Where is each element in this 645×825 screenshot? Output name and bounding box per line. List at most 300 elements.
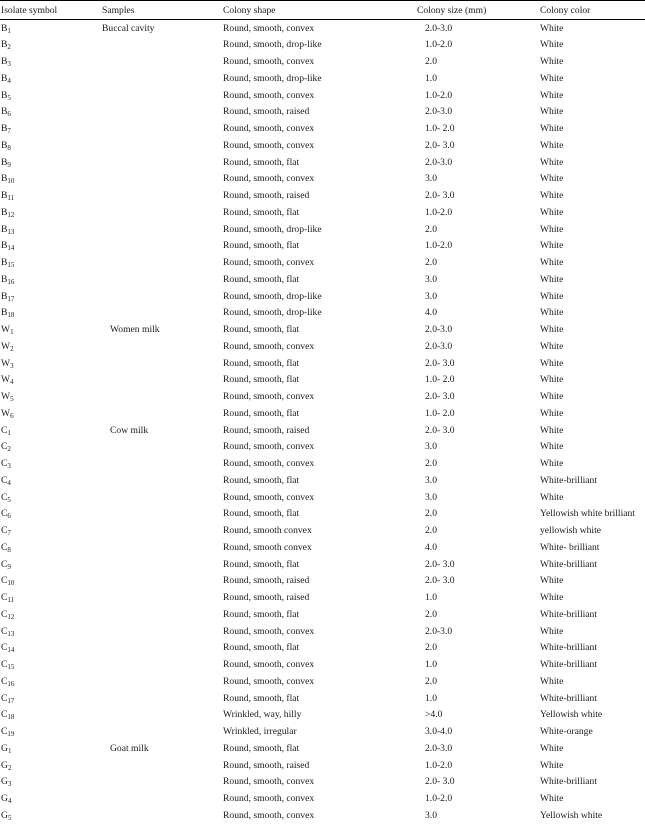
table-header (0, 1, 645, 20)
sample-cell (102, 757, 223, 774)
colony-shape-cell: Round, smooth, convex (223, 257, 315, 269)
colony-color-cell: White-brilliant (540, 642, 598, 654)
isolate-number: 6 (7, 512, 11, 521)
isolate-letter: W (1, 407, 11, 419)
colony-size-cell: 2.0-3.0 (425, 156, 453, 168)
sample-cell (102, 523, 223, 540)
isolate-letter: B (1, 257, 8, 269)
table-row (0, 372, 645, 389)
colony-size-cell: 3.0-4.0 (425, 726, 453, 738)
colony-shape-cell: Round, smooth, raised (223, 592, 310, 604)
colony-size-cell: 2.0-3.0 (425, 22, 453, 34)
sample-cell (102, 506, 223, 523)
isolate-number: 12 (7, 210, 15, 219)
colony-color-cell: White (540, 123, 564, 135)
colony-shape-cell: Round, smooth, convex (223, 89, 315, 101)
isolate-symbol-cell (0, 188, 102, 205)
table-row (0, 673, 645, 690)
isolate-symbol-cell (0, 87, 102, 104)
colony-size-cell: 3.0 (425, 474, 437, 486)
colony-shape-cell: Round, smooth, flat (223, 324, 300, 336)
isolate-number: 3 (10, 361, 14, 370)
isolate-symbol-cell (0, 724, 102, 741)
table-row (0, 305, 645, 322)
colony-shape-cell: Round, smooth, raised (223, 759, 310, 771)
colony-shape-cell: Round, smooth, convex (223, 491, 315, 503)
colony-shape-cell: Round, smooth, convex (223, 173, 315, 185)
colony-size-cell: >4.0 (425, 709, 443, 721)
colony-size-cell: 2.0 (425, 608, 437, 620)
colony-shape-cell: Round, smooth, convex (223, 458, 315, 470)
colony-size-cell: 1.0- 2.0 (425, 374, 455, 386)
colony-shape-cell: Round, smooth, flat (223, 240, 300, 252)
isolate-symbol-cell (0, 439, 102, 456)
sample-cell (102, 657, 223, 674)
isolate-number: 6 (10, 411, 14, 420)
isolate-letter: C (1, 441, 8, 453)
colony-shape-cell: Round, smooth, raised (223, 575, 310, 587)
isolate-number: 3 (7, 60, 11, 69)
isolate-number: 2 (7, 445, 11, 454)
sample-cell (102, 372, 223, 389)
colony-color-cell: White (540, 424, 564, 436)
colony-size-cell: 4.0 (425, 307, 437, 319)
header-row (0, 1, 645, 20)
colony-color-cell: White (540, 592, 564, 604)
colony-shape-cell: Round, smooth, flat (223, 508, 300, 520)
colony-shape-cell: Round, smooth, convex (223, 391, 315, 403)
isolate-letter: C (1, 592, 8, 604)
colony-shape-cell: Round, smooth, convex (223, 139, 315, 151)
colony-color-cell: White (540, 139, 564, 151)
colony-size-cell: 3.0 (425, 441, 437, 453)
colony-color-cell: White-brilliant (540, 776, 598, 788)
sample-cell (102, 405, 223, 422)
colony-color-cell: White-brilliant (540, 558, 598, 570)
isolate-symbol-cell (0, 707, 102, 724)
colony-size-cell: 2.0 (425, 525, 437, 537)
isolate-symbol-cell (0, 70, 102, 87)
isolate-symbol-cell (0, 606, 102, 623)
colony-shape-cell: Round, smooth, convex (223, 809, 315, 821)
colony-color-cell: White-brilliant (540, 474, 598, 486)
colony-color-cell: White-brilliant (540, 608, 598, 620)
isolate-letter: B (1, 206, 8, 218)
colony-size-cell: 3.0 (425, 809, 437, 821)
isolate-number: 5 (7, 93, 11, 102)
colony-size-cell: 2.0-3.0 (425, 742, 453, 754)
colony-color-cell: White (540, 240, 564, 252)
colony-shape-cell: Round, smooth, convex (223, 340, 315, 352)
table-row (0, 439, 645, 456)
colony-shape-cell: Round, smooth, drop-like (223, 72, 322, 84)
header-colony-color: Colony color (540, 1, 645, 20)
isolate-symbol-cell (0, 807, 102, 824)
colony-size-cell: 1.0-2.0 (425, 89, 453, 101)
sample-cell (102, 204, 223, 221)
table-row (0, 70, 645, 87)
isolate-letter: B (1, 273, 8, 285)
colony-size-cell: 2.0- 3.0 (425, 558, 455, 570)
colony-shape-cell: Round, smooth, convex (223, 123, 315, 135)
isolate-symbol-cell (0, 104, 102, 121)
sample-cell (102, 389, 223, 406)
isolate-number: 10 (7, 579, 15, 588)
isolate-letter: C (1, 508, 8, 520)
colony-size-cell: 1.0-2.0 (425, 240, 453, 252)
sample-cell (102, 171, 223, 188)
colony-size-cell: 4.0 (425, 541, 437, 553)
table-row (0, 556, 645, 573)
table-row (0, 154, 645, 171)
sample-cell (102, 707, 223, 724)
isolate-symbol-cell (0, 288, 102, 305)
table-row (0, 171, 645, 188)
isolate-number: 18 (7, 311, 15, 320)
isolate-letter: B (1, 290, 8, 302)
colony-color-cell: White (540, 675, 564, 687)
sample-cell: Buccal cavity (102, 22, 155, 34)
isolate-number: 11 (7, 194, 15, 203)
colony-shape-cell: Round, smooth, flat (223, 474, 300, 486)
isolate-number: 17 (7, 294, 15, 303)
colony-color-cell: White (540, 290, 564, 302)
colony-size-cell: 1.0-2.0 (425, 39, 453, 51)
sample-cell (102, 791, 223, 808)
colony-shape-cell: Round, smooth, flat (223, 692, 300, 704)
colony-size-cell: 1.0-2.0 (425, 793, 453, 805)
colony-shape-cell: Round, smooth, flat (223, 357, 300, 369)
table-row (0, 523, 645, 540)
colony-size-cell: 2.0- 3.0 (425, 776, 455, 788)
table-row (0, 724, 645, 741)
sample-cell (102, 774, 223, 791)
colony-shape-cell: Round, smooth convex (223, 525, 312, 537)
colony-color-cell: Yellowish white (540, 809, 603, 821)
isolate-letter: C (1, 541, 8, 553)
isolate-symbol-cell (0, 673, 102, 690)
colony-color-cell: White- brilliant (540, 541, 600, 553)
isolate-letter: B (1, 72, 8, 84)
sample-cell (102, 807, 223, 824)
isolate-symbol-cell (0, 422, 102, 439)
table-row (0, 807, 645, 824)
table-row (0, 221, 645, 238)
colony-color-cell: White (540, 307, 564, 319)
isolate-number: 5 (7, 813, 12, 822)
isolate-number: 16 (7, 679, 15, 688)
isolate-number: 7 (7, 127, 11, 136)
table-body (0, 20, 645, 825)
colony-size-cell: 2.0-3.0 (425, 625, 453, 637)
table-row (0, 640, 645, 657)
isolate-symbol-cell (0, 338, 102, 355)
colony-shape-cell: Round, smooth, flat (223, 558, 300, 570)
isolate-symbol-cell (0, 523, 102, 540)
header-colony-shape: Colony shape (223, 1, 413, 20)
colony-color-cell: White (540, 357, 564, 369)
isolate-number: 2 (7, 43, 11, 52)
sample-cell (102, 37, 223, 54)
sample-cell (102, 338, 223, 355)
colony-color-cell: White (540, 324, 564, 336)
sample-cell (102, 288, 223, 305)
sample-cell: Cow milk (110, 424, 149, 436)
colony-shape-cell: Round, smooth, drop-like (223, 290, 322, 302)
isolate-symbol-cell (0, 556, 102, 573)
isolate-letter: B (1, 139, 8, 151)
colony-color-cell: White (540, 72, 564, 84)
colony-size-cell: 1.0 (425, 592, 437, 604)
colony-size-cell: 2.0- 3.0 (425, 391, 455, 403)
table-row (0, 104, 645, 121)
isolate-letter: C (1, 709, 8, 721)
isolate-symbol-cell (0, 171, 102, 188)
colony-color-cell: White-brilliant (540, 659, 598, 671)
isolate-letter: W (1, 374, 11, 386)
isolate-number: 1 (7, 26, 11, 35)
colony-size-cell: 3.0 (425, 491, 437, 503)
colony-size-cell: 1.0 (425, 72, 437, 84)
colony-size-cell: 2.0- 3.0 (425, 139, 455, 151)
colony-color-cell: White (540, 39, 564, 51)
colony-color-cell: White (540, 491, 564, 503)
isolate-symbol-cell (0, 539, 102, 556)
table-row (0, 623, 645, 640)
colony-shape-cell: Round, smooth convex (223, 541, 312, 553)
isolate-number: 12 (7, 612, 15, 621)
sample-cell (102, 690, 223, 707)
isolate-letter: B (1, 39, 8, 51)
sample-cell (102, 673, 223, 690)
colony-shape-cell: Wrinkled, irregular (223, 726, 297, 738)
colony-size-cell: 1.0-2.0 (425, 759, 453, 771)
isolate-number: 11 (7, 596, 15, 605)
table-row (0, 590, 645, 607)
sample-cell (102, 188, 223, 205)
colony-size-cell: 2.0- 3.0 (425, 357, 455, 369)
colony-shape-cell: Round, smooth, flat (223, 407, 300, 419)
colony-size-cell: 2.0 (425, 56, 437, 68)
table-row (0, 137, 645, 154)
sample-cell (102, 472, 223, 489)
table-row (0, 472, 645, 489)
colony-shape-cell: Round, smooth, flat (223, 374, 300, 386)
table-row (0, 657, 645, 674)
isolate-letter: C (1, 675, 8, 687)
colony-color-cell: Yellowish white brilliant (540, 508, 635, 520)
table-row (0, 121, 645, 138)
table-row (0, 271, 645, 288)
sample-cell (102, 606, 223, 623)
colony-color-cell: White-brilliant (540, 692, 598, 704)
colony-shape-cell: Round, smooth, drop-like (223, 39, 322, 51)
sample-cell: Goat milk (110, 742, 149, 754)
colony-color-cell: Yellowish white (540, 709, 603, 721)
isolate-letter: G (1, 742, 8, 754)
table-row (0, 54, 645, 71)
isolate-symbol-cell (0, 54, 102, 71)
colony-size-cell: 1.0 (425, 659, 437, 671)
table-row (0, 489, 645, 506)
colony-size-cell: 2.0 (425, 642, 437, 654)
isolate-number: 9 (7, 160, 11, 169)
isolate-symbol-cell (0, 489, 102, 506)
isolate-symbol-cell (0, 573, 102, 590)
colony-color-cell: White (540, 625, 564, 637)
isolate-number: 3 (7, 462, 11, 471)
table-row (0, 204, 645, 221)
table-row (0, 456, 645, 473)
isolate-number: 13 (7, 629, 15, 638)
header-samples: Samples (102, 1, 223, 20)
colony-size-cell: 2.0 (425, 675, 437, 687)
colony-shape-cell: Round, smooth, flat (223, 642, 300, 654)
colony-color-cell: White (540, 793, 564, 805)
sample-cell (102, 640, 223, 657)
colony-size-cell: 2.0 (425, 458, 437, 470)
isolate-symbol-cell (0, 221, 102, 238)
colony-color-cell: White (540, 340, 564, 352)
isolate-symbol-cell (0, 255, 102, 272)
isolate-letter: C (1, 558, 8, 570)
isolate-number: 8 (7, 545, 11, 554)
colony-color-cell: White (540, 374, 564, 386)
isolate-number: 8 (7, 143, 11, 152)
isolate-number: 19 (7, 730, 15, 739)
isolate-symbol-cell (0, 757, 102, 774)
isolate-letter: B (1, 106, 8, 118)
colony-shape-cell: Round, smooth, convex (223, 441, 315, 453)
isolate-symbol-cell (0, 791, 102, 808)
table-row (0, 322, 645, 339)
isolate-letter: W (1, 391, 11, 403)
colony-size-cell: 2.0- 3.0 (425, 424, 455, 436)
isolate-symbol-cell (0, 154, 102, 171)
isolate-letter: C (1, 642, 8, 654)
isolate-letter: C (1, 525, 8, 537)
colony-shape-cell: Round, smooth, convex (223, 793, 315, 805)
isolate-number: 2 (10, 344, 14, 353)
colony-color-cell: White (540, 156, 564, 168)
sample-cell (102, 724, 223, 741)
colony-size-cell: 2.0-3.0 (425, 106, 453, 118)
isolate-symbol-cell (0, 389, 102, 406)
sample-cell (102, 623, 223, 640)
isolate-symbol-cell (0, 37, 102, 54)
isolate-number: 2 (7, 763, 12, 772)
colony-shape-cell: Round, smooth, raised (223, 424, 310, 436)
colony-shape-cell: Round, smooth, flat (223, 608, 300, 620)
table-row (0, 573, 645, 590)
table-row (0, 338, 645, 355)
table-row (0, 707, 645, 724)
isolate-symbol-cell (0, 137, 102, 154)
sample-cell (102, 70, 223, 87)
colony-size-cell: 1.0-2.0 (425, 206, 453, 218)
colony-color-cell: White (540, 190, 564, 202)
colony-color-cell: White-orange (540, 726, 593, 738)
colony-color-cell: White (540, 273, 564, 285)
isolate-symbol-cell (0, 640, 102, 657)
sample-cell (102, 121, 223, 138)
colony-size-cell: 3.0 (425, 290, 437, 302)
isolate-symbol-cell (0, 20, 102, 37)
colony-color-cell: White (540, 106, 564, 118)
sample-cell (102, 489, 223, 506)
colony-color-cell: White (540, 206, 564, 218)
colony-size-cell: 3.0 (425, 273, 437, 285)
table-row (0, 539, 645, 556)
isolate-symbol-cell (0, 657, 102, 674)
isolate-number: 18 (7, 713, 15, 722)
isolate-number: 15 (7, 663, 15, 672)
colony-shape-cell: Wrinkled, way, hilly (223, 709, 302, 721)
colony-size-cell: 1.0- 2.0 (425, 123, 455, 135)
isolate-letter: B (1, 156, 8, 168)
colony-shape-cell: Round, smooth, flat (223, 742, 300, 754)
isolate-number: 14 (7, 244, 15, 253)
colony-size-cell: 2.0- 3.0 (425, 190, 455, 202)
isolate-number: 17 (7, 696, 15, 705)
colony-size-cell: 2.0 (425, 257, 437, 269)
isolate-number: 10 (7, 177, 15, 186)
isolate-number: 1 (10, 328, 14, 337)
colony-color-cell: White (540, 441, 564, 453)
isolate-letter: C (1, 659, 8, 671)
colony-size-cell: 2.0 (425, 508, 437, 520)
sample-cell (102, 573, 223, 590)
colony-shape-cell: Round, smooth, convex (223, 625, 315, 637)
isolate-number: 13 (7, 227, 15, 236)
colony-color-cell: White (540, 56, 564, 68)
table-row (0, 188, 645, 205)
isolate-symbol-cell (0, 238, 102, 255)
table-row (0, 690, 645, 707)
isolate-number: 5 (7, 495, 11, 504)
colony-shape-cell: Round, smooth, flat (223, 156, 300, 168)
sample-cell (102, 305, 223, 322)
colony-shape-cell: Round, smooth, raised (223, 190, 310, 202)
isolate-number: 14 (7, 646, 15, 655)
table-row (0, 288, 645, 305)
sample-cell (102, 137, 223, 154)
sample-cell (102, 271, 223, 288)
colony-shape-cell: Round, smooth, convex (223, 56, 315, 68)
colony-color-cell: yellowish white (540, 525, 602, 537)
isolate-letter: G (1, 759, 8, 771)
colony-color-cell: White (540, 257, 564, 269)
isolate-number: 16 (7, 277, 15, 286)
sample-cell (102, 456, 223, 473)
isolate-symbol-cell (0, 740, 102, 757)
colony-color-cell: White (540, 173, 564, 185)
colony-shape-cell: Round, smooth, convex (223, 776, 315, 788)
isolate-letter: B (1, 89, 8, 101)
table-row (0, 740, 645, 757)
isolate-symbol-cell (0, 322, 102, 339)
colony-color-cell: White (540, 223, 564, 235)
isolate-number: 4 (7, 478, 11, 487)
colony-shape-cell: Round, smooth, flat (223, 206, 300, 218)
isolate-letter: C (1, 424, 8, 436)
sample-cell (102, 556, 223, 573)
table-row (0, 238, 645, 255)
colony-color-cell: White (540, 89, 564, 101)
isolate-letter: C (1, 474, 8, 486)
table-row (0, 791, 645, 808)
colony-color-cell: White (540, 742, 564, 754)
